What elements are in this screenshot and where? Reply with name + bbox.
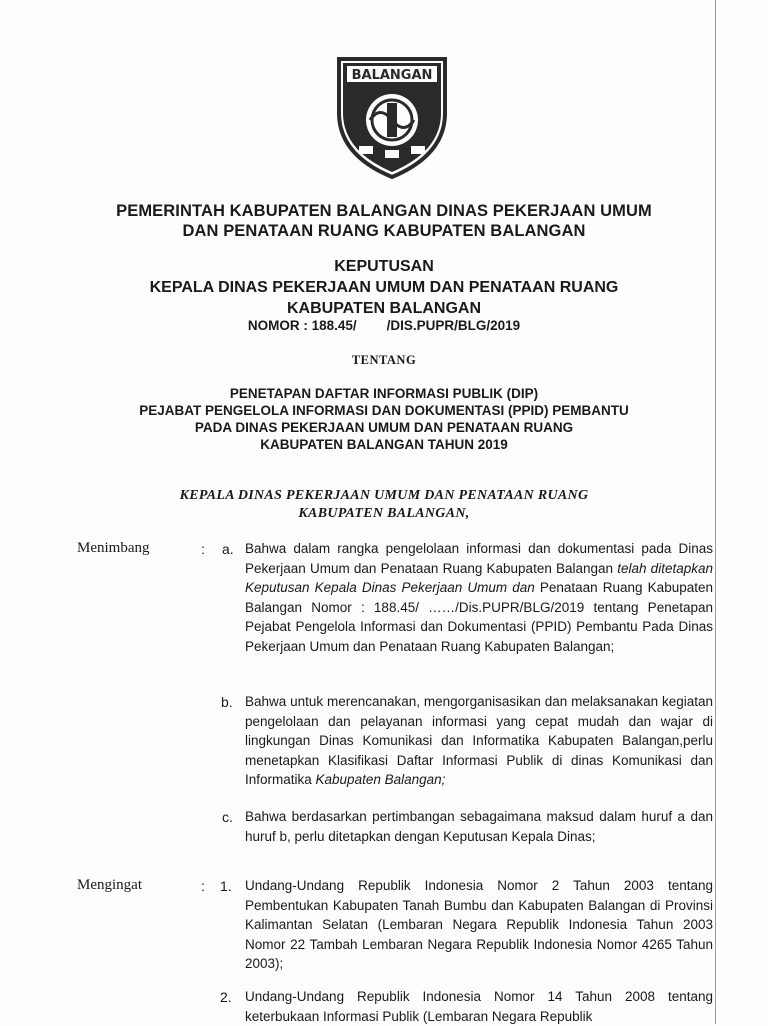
mengingat-1-text: Undang-Undang Republik Indonesia Nomor 2 Tahun 2003 tentang Pembentukan Kabupaten Tanah Bumbu dan Kabupaten Balangan di Provinsi Kalimantan Selatan (Lembaran Negara Republik Indonesia Tahun 2003 Nomor 22 Tambah Lembaran Negara Republik Indonesia Nomor 4265 Tahun 2003); [245,878,713,971]
kepala-line-1: KEPALA DINAS PEKERJAAN UMUM DAN PENATAAN RUANG [179,488,589,503]
decree-number: NOMOR : 188.45/ /DIS.PUPR/BLG/2019 [247,318,521,333]
menimbang-item-b [245,692,713,790]
header-line-1: PEMERINTAH KABUPATEN BALANGAN DINAS PEKERJAAN UMUM [116,202,652,220]
mengingat-label: Mengingat [77,877,142,893]
decree-title: KEPUTUSAN [334,258,434,275]
header-line-2: DAN PENATAAN RUANG KABUPATEN BALANGAN [182,222,586,240]
subject-line-4: KABUPATEN BALANGAN TAHUN 2019 [260,437,508,452]
subject-line-2: PEJABAT PENGELOLA INFORMASI DAN DOKUMENTASI (PPID) PEMBANTU [139,403,629,418]
menimbang-marker-a: a. [222,541,234,557]
menimbang-marker-c: c. [222,809,233,825]
mengingat-marker-1: 1. [220,878,232,894]
mengingat-item-2 [245,987,713,1026]
kepala-line-2: KABUPATEN BALANGAN, [298,506,470,521]
menimbang-a-text-2: Penataan Ruang Kabupaten Balangan Nomor : 188.45/ ……/Dis.PUPR/BLG/2019 tentang Penetapan Pejabat Pengelola Informasi dan Dokumentasi (PPID) Pembantu Pada Dinas Pekerjaan Umum dan Penataan Ruang Kabupaten Balangan; [245,580,713,654]
menimbang-b-text-1: Bahwa untuk merencanakan, mengorganisasikan dan melaksanakan kegiatan pengelolaan dan pelayanan informasi yang cepat mudah dan wajar di lingkungan Dinas Komunikasi dan Informatika Kabupaten Balangan,perlu menetapkan Klasifikasi Daftar Informasi Publik di dinas Komunikasi dan Informatika [245,694,713,787]
menimbang-c-text: Bahwa berdasarkan pertimbangan sebagaimana maksud dalam huruf a dan huruf b, perlu ditetapkan dengan Keputusan Kepala Dinas; [245,809,713,844]
decree-line-2: KEPALA DINAS PEKERJAAN UMUM DAN PENATAAN RUANG [149,279,619,296]
mengingat-2-text: Undang-Undang Republik Indonesia Nomor 14 Tahun 2008 tentang keterbukaan Informasi Publik (Lembaran Negara Republik [245,989,713,1024]
subject-line-1: PENETAPAN DAFTAR INFORMASI PUBLIK (DIP) [229,386,539,401]
balangan-emblem-icon [333,55,451,180]
menimbang-colon: : [201,541,205,557]
mengingat-colon: : [201,878,205,894]
menimbang-label: Menimbang [77,540,150,556]
tentang-heading: TENTANG [351,353,417,367]
menimbang-marker-b: b. [221,694,233,710]
decree-line-3: KABUPATEN BALANGAN [286,300,482,317]
menimbang-a-text-italic: telah ditetapkan Keputusan Kepala Dinas Pekerjaan Umum dan [245,560,713,595]
mengingat-item-1 [245,876,713,974]
menimbang-item-a [245,539,713,656]
menimbang-a-text-1: Bahwa dalam rangka pengelolaan informasi dan dokumentasi pada Dinas Pekerjaan Umum dan Penataan Ruang Kabupaten Balangan [245,541,713,576]
emblem-text: BALANGAN [351,68,433,83]
mengingat-marker-2: 2. [220,989,232,1005]
menimbang-b-text-italic: Kabupaten Balangan; [315,772,446,787]
menimbang-item-c [245,807,713,846]
subject-line-3: PADA DINAS PEKERJAAN UMUM DAN PENATAAN RUANG [194,420,574,435]
